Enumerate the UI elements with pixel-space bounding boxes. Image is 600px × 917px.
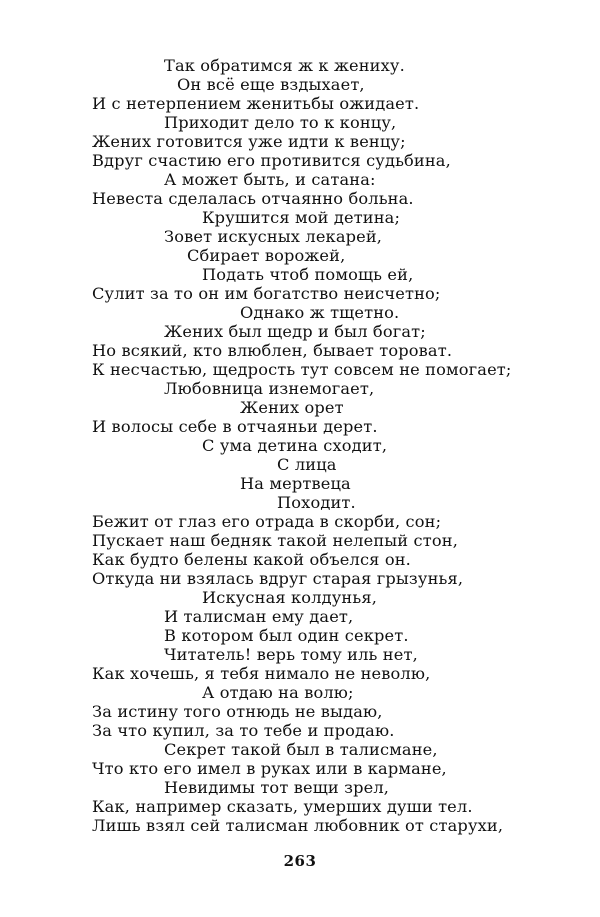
verse-line: В котором был один секрет.: [164, 626, 409, 645]
verse-line: Невеста сделалась отчаянно больна.: [92, 189, 414, 208]
verse-line: Что кто его имел в руках или в кармане,: [92, 759, 447, 778]
verse-line: Сулит за то он им богатство неисчетно;: [92, 284, 441, 303]
verse-line: На мертвеца: [240, 474, 351, 493]
verse-line: Приходит дело то к концу,: [164, 113, 397, 132]
verse-line: Сбирает ворожей,: [187, 246, 346, 265]
verse-line: Походит.: [277, 493, 356, 512]
verse-line: Жених орет: [240, 398, 344, 417]
verse-line: Любовница изнемогает,: [164, 379, 375, 398]
verse-line: За истину того отнюдь не выдаю,: [92, 702, 383, 721]
verse-line: Жених готовится уже идти к венцу;: [92, 132, 406, 151]
verse-line: Бежит от глаз его отрада в скорби, сон;: [92, 512, 442, 531]
verse-line: Как хочешь, я тебя нимало не неволю,: [92, 664, 431, 683]
verse-line: Как, например сказать, умерших души тел.: [92, 797, 473, 816]
verse-line: И волосы себе в отчаяньи дерет.: [92, 417, 378, 436]
verse-line: Зовет искусных лекарей,: [164, 227, 383, 246]
verse-line: За что купил, за то тебе и продаю.: [92, 721, 395, 740]
verse-line: Так обратимся ж к жениху.: [164, 56, 405, 75]
verse-line: Лишь взял сей талисман любовник от старухи,: [92, 816, 504, 835]
verse-line: И с нетерпением женитьбы ожидает.: [92, 94, 420, 113]
verse-line: Подать чтоб помощь ей,: [202, 265, 414, 284]
verse-line: Он всё еще вздыхает,: [177, 75, 365, 94]
verse-line: Пускает наш бедняк такой нелепый стон,: [92, 531, 458, 550]
verse-line: И талисман ему дает,: [164, 607, 354, 626]
verse-line: А может быть, и сатана:: [164, 170, 376, 189]
verse-line: С лица: [277, 455, 337, 474]
verse-line: Секрет такой был в талисмане,: [164, 740, 438, 759]
page-number: 263: [283, 852, 317, 870]
verse-line: Читатель! верь тому иль нет,: [164, 645, 418, 664]
verse-line: С ума детина сходит,: [202, 436, 388, 455]
verse-line: Откуда ни взялась вдруг старая грызунья,: [92, 569, 464, 588]
verse-line: Искусная колдунья,: [202, 588, 377, 607]
verse-line: Но всякий, кто влюблен, бывает тороват.: [92, 341, 453, 360]
verse-line: Однако ж тщетно.: [240, 303, 400, 322]
verse-line: А отдаю на волю;: [202, 683, 354, 702]
verse-line: Как будто белены какой объелся он.: [92, 550, 411, 569]
verse-line: Жених был щедр и был богат;: [164, 322, 426, 341]
verse-line: Невидимы тот вещи зрел,: [164, 778, 390, 797]
verse-line: Вдруг счастию его противится судьбина,: [92, 151, 451, 170]
verse-line: К несчастью, щедрость тут совсем не помогает;: [92, 360, 512, 379]
verse-line: Крушится мой детина;: [202, 208, 401, 227]
